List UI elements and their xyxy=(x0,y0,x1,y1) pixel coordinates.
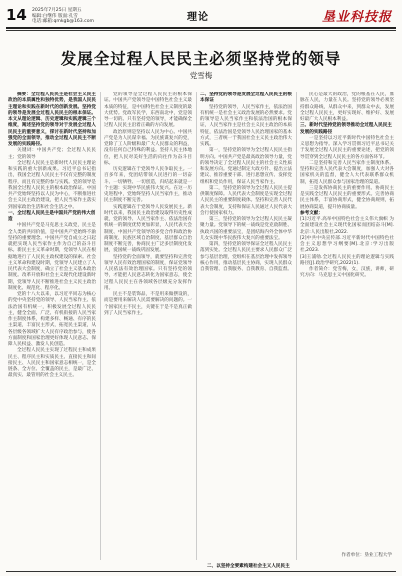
body-paragraph: 第三，坚持党的领导为全过程人民民主凝聚力量。党领导下的统一战线是党克敌制胜、执政兴国的重要法宝，是团结海内外全体中华儿女实现中华民族伟大复兴的重要法宝。 xyxy=(200,217,292,241)
header-meta xyxy=(32,8,94,25)
body-paragraph: 全过程人民民主是新时代人民民主理论和实践的重大创新成果。习近平总书记指出，我国全过程人民民主不仅有完整的制度程序，而且有完整的参与实践。党的领导是我国全过程人民民主的根本政治保证。中国共产党始终坚持以人民为中心，不断推进社会主义民主政治建设，把人民当家作主落实到国家政治生活和社会生活之中。 xyxy=(8,160,96,210)
body-paragraph: 三是发挥协商民主的重要作用。协商民主是实践全过程人民民主的重要形式。完善协商民主体系，丰富协商形式，健全协商规则，拓展协商渠道，提升协商质量。 xyxy=(300,185,394,210)
body-paragraph: 作者简介：党雪梅，女，汉族，讲师，研究方向：马克思主义中国化研究。 xyxy=(300,267,394,279)
article-column-4 xyxy=(300,92,394,548)
reference-item: [2]中共中央宣传部.习近平新时代中国特色社会主义思想学习纲要[M].北京:学习出版社,2023. xyxy=(300,235,394,254)
article-column-3 xyxy=(200,92,292,554)
section-subheading: 二、坚持党的领导是发展全过程人民民主的根本保证 xyxy=(200,92,292,104)
column-divider xyxy=(100,92,101,560)
body-paragraph: 第二，坚持党的领导为全过程人民民主提供制度保障。人民代表大会制度是实现全过程人民民主的重要制度载体。坚持和完善人民代表大会制度，支持和保证人民通过人民代表大会行使国家权力。 xyxy=(200,185,292,216)
reference-item: [1]习近平.高举中国特色社会主义伟大旗帜 为全面建设社会主义现代化国家而团结奋斗[M].北京:人民出版社,2022. xyxy=(300,217,394,235)
body-paragraph: 二是坚持和完善人民当家作主制度体系。坚持和完善人民代表大会制度，加强人大对各国家机关的监督，健全人大代表联系群众机制，拓宽人民群众参与国家治理的渠道。 xyxy=(300,160,394,185)
abstract-paragraph: 摘要：全过程人民民主是社会主义民主政治的本质属性和独特优势，是我国人民民主理论和实践在新时代的创新发展。坚持党的领导是发展全过程人民民主的根本保证。本文从理论逻辑、历史逻辑和实践逻辑三个维度，阐述坚持党的领导对于发展全过程人民民主的重要意义，探讨在新时代坚持和加强党的全面领导，推动全过程人民民主不断发展的实践路径。 xyxy=(8,92,96,147)
newspaper-logo: 垦业科技报 xyxy=(321,10,392,25)
column-divider xyxy=(196,92,197,560)
page-header xyxy=(0,0,402,30)
body-paragraph: 一是坚持以习近平新时代中国特色社会主义思想为指导。深入学习贯彻习近平总书记关于发展全过程人民民主的重要论述，把党的领导贯穿到全过程人民民主的各方面各环节。 xyxy=(300,135,394,160)
body-paragraph: 民心是最大的政治，党的根基在人民，血脉在人民，力量在人民。坚持党的领导必须坚持群众路线，从群众中来，到群众中去，发展全过程人民民主，更好实现好、维护好、发展好最广大人民根本利益。 xyxy=(300,92,394,122)
body-paragraph: 党的十八大以来，以习近平同志为核心的党中央坚持党的领导、人民当家作主、依法治国有机统一，积极发展全过程人民民主，健全全面、广泛、有机衔接的人民当家作主制度体系，构建多样、畅通、有序的民主渠道，丰富民主形式，拓宽民主渠道，从各层级各领域扩大人民有序政治参与，使各方面制度和国家治理更好体现人民意志、保障人民权益、激发人民创造。 xyxy=(8,292,96,347)
reference-item: [3]王浦劬.全过程人民民主的理论逻辑与实践路径[J].政治学研究,2022(1). xyxy=(300,254,394,266)
section-subheading: 三、新时代坚持党的领导推动全过程人民民主发展的实践路径 xyxy=(300,123,392,135)
body-paragraph: 关键词：中国共产党；全过程人民民主；党的领导 xyxy=(8,148,96,160)
continued-heading: 二、以坚持全要素构建社会主义人民民主 xyxy=(207,564,290,569)
body-paragraph: 政治原则是坚持以人民为中心。中国共产党是为人民谋幸福、为民族谋复兴的党，党除了工人阶级和最广大人民群众的利益，没有任何自己特殊的利益。坚持人民主体地位，把人民对美好生活的向往作为奋斗目标。 xyxy=(104,129,192,166)
body-paragraph: 实践逻辑在于党领导人民发展民主。新时代以来，我国民主政治建设取得历史性成就，党的领导、人民当家作主、依法治国有机统一的制度优势更加彰显，人民代表大会制度、中国共产党领导的多党合作和政治协商制度、民族区域自治制度、基层群众自治制度不断完善，协商民主广泛多层制度化发展，爱国统一战线巩固发展。 xyxy=(104,204,192,254)
body-paragraph: 第一，坚持党的领导为全过程人民民主指明方向。中国共产党是最高政治领导力量，党的领导决定了全过程人民民主的社会主义性质和发展方向。党通过制定大政方针、提出立法建议、推荐重要干部、进行思想宣传、发挥党组织和党员作用，保证人民当家作主。 xyxy=(200,148,292,185)
editor-line: 编辑:白继伟 版面:孔雪 xyxy=(32,13,78,19)
column-divider xyxy=(296,92,297,560)
section-name: 理论 xyxy=(187,12,209,23)
footer-rule xyxy=(6,571,396,572)
body-paragraph: 坚持党的领导，人民当家作主，依法治国有机统一是社会主义政治发展的必然要求。党的领导是人民当家作主和依法治国的根本保证，人民当家作主是社会主义民主政治的本质特征，依法治国是党领导人民治理国家的基本方式，三者统一于我国社会主义民主政治伟大实践。 xyxy=(200,104,292,147)
body-paragraph: 全过程人民民主实现了过程民主和成果民主、程序民主和实质民主、直接民主和间接民主、人民民主和国家意志相统一，是全链条、全方位、全覆盖的民主，是最广泛、最真实、最管用的社会主义民主。 xyxy=(8,348,96,379)
section-subheading: 参考文献： xyxy=(300,210,323,216)
page-number: 14 xyxy=(6,6,27,24)
header-rule xyxy=(6,27,396,29)
body-paragraph: 历史逻辑在于党领导人民争取民主。一百多年来，党团结带领人民进行的一切奋斗、一切牺牲、一切创造，归结起来就是一个主题：实现中华民族伟大复兴。在这一历史进程中，党始终坚持人民当家作主，推动民主制度不断完善。 xyxy=(104,167,192,204)
article-title: 发展全过程人民民主必须坚持党的领导 xyxy=(60,49,342,68)
body-paragraph: 坚持党的全面领导，就要坚持和完善党领导人民有效治理国家的制度，保证党领导人民依法有效治理国家。只有坚持党的领导，才能把人民意志转化为国家意志，使全过程人民民主在各领域各层级充分发挥作用。 xyxy=(104,254,192,291)
body-paragraph: 党的领导是全过程人民民主的根本保证。中国共产党领导是中国特色社会主义最本质的特征，是中国特色社会主义制度的最大优势。党政军民学，东西南北中，党是领导一切的。只有坚持党的领导，才能确保全过程人民民主沿着正确的方向发展。 xyxy=(104,92,192,129)
author-affiliation: 作者单位：垦业工程大学 xyxy=(341,553,392,558)
email-line: 电话:邮箱:qmkgb@163.com xyxy=(32,19,94,25)
section-subheading: 一、全过程人民民主是中国共产党的伟大创造 xyxy=(8,210,96,222)
date-line: 2025年7月25日 星期五 xyxy=(32,8,82,13)
article-column-2 xyxy=(104,92,192,560)
article-column-1 xyxy=(8,92,96,560)
header-rule-thin xyxy=(6,30,396,31)
body-paragraph: 中国共产党是马克思主义政党，民主是全人类的共同价值，是中国共产党始终不渝坚持的重要理念。中国共产党自成立之日起就把实现人民当家作主作为自己的奋斗目标。新民主主义革命时期，党领导人民在根据地进行了人民民主政权建设的探索。社会主义革命和建设时期，党领导人民建立了人民代表大会制度，确立了社会主义基本政治制度。改革开放和社会主义现代化建设新时期，党领导人民不断推进社会主义民主政治制度化、规范化、程序化。 xyxy=(8,223,96,291)
body-paragraph: 第四，坚持党的领导保证全过程人民民主落到实处。全过程人民民主要求人民群众广泛参与基层治理，党组织在基层治理中发挥领导核心作用，推动基层民主协商，实现人民群众自我管理、自我服务、自我教育、自我监督。 xyxy=(200,242,292,272)
article-author: 党雪梅 xyxy=(189,71,213,80)
body-paragraph: 民主不是装饰品，不是用来做摆设的，而是要用来解决人民需要解决的问题的。一个国家民主不民主，关键在于是不是真正做到了人民当家作主。 xyxy=(104,292,192,316)
